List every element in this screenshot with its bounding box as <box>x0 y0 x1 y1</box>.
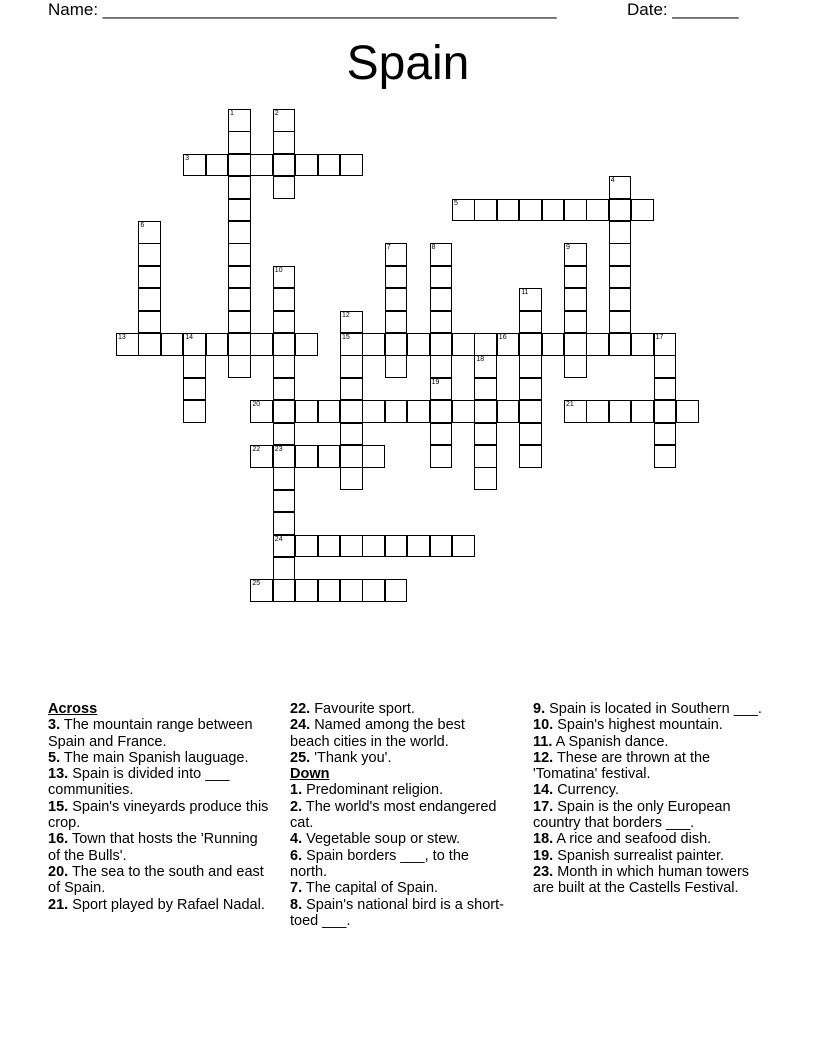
grid-cell[interactable] <box>609 176 632 199</box>
name-field-label: Name: ________________________________________________ <box>48 0 557 19</box>
grid-cell[interactable] <box>609 311 632 334</box>
grid-cell[interactable] <box>497 333 520 356</box>
clue-across-15: 15. Spain's vineyards produce this crop. <box>48 798 269 832</box>
grid-cell[interactable] <box>318 535 341 558</box>
grid-cell[interactable] <box>519 378 542 401</box>
grid-cell[interactable] <box>542 333 565 356</box>
clue-down-2: 2. The world's most endangered cat. <box>290 798 497 832</box>
clue-across-13: 13. Spain is divided into ___ communities. <box>48 766 230 799</box>
grid-cell[interactable] <box>430 311 453 334</box>
clue-across-20: 20. The sea to the south and east of Spain. <box>48 863 264 897</box>
grid-cell[interactable] <box>206 154 229 177</box>
grid-cell[interactable] <box>273 288 296 311</box>
clue-down-6: 6. Spain borders ___, to the north. <box>290 847 469 880</box>
grid-cell[interactable] <box>228 154 251 177</box>
grid-cell[interactable] <box>586 400 609 423</box>
grid-cell[interactable] <box>250 154 273 177</box>
grid-cell[interactable] <box>474 355 497 378</box>
grid-cell[interactable] <box>497 400 520 423</box>
cell-number: 15 <box>342 334 350 341</box>
grid-cell[interactable] <box>474 400 497 423</box>
grid-cell[interactable] <box>362 445 385 468</box>
clue-down-19: 19. Spanish surrealist painter. <box>533 847 725 864</box>
grid-cell[interactable] <box>474 199 497 222</box>
grid-cell[interactable] <box>564 355 587 378</box>
grid-cell[interactable] <box>631 199 654 222</box>
cell-number: 20 <box>252 401 261 409</box>
grid-cell[interactable] <box>273 355 296 378</box>
grid-cell[interactable] <box>250 400 273 423</box>
grid-cell[interactable] <box>654 423 677 446</box>
grid-cell[interactable] <box>430 333 453 356</box>
grid-cell[interactable] <box>519 333 542 356</box>
clue-down-4: 4. Vegetable soup or stew. <box>290 831 461 848</box>
grid-cell[interactable] <box>452 535 475 558</box>
grid-cell[interactable] <box>654 445 677 468</box>
grid-cell[interactable] <box>318 579 341 602</box>
cell-number: 1 <box>230 110 234 117</box>
grid-cell[interactable] <box>564 288 587 311</box>
grid-cell[interactable] <box>340 467 363 490</box>
clues-column-2 <box>290 701 505 929</box>
clue-down-10: 10. Spain's highest mountain. <box>533 717 723 734</box>
grid-cell[interactable] <box>295 445 318 468</box>
grid-cell[interactable] <box>295 400 318 423</box>
grid-cell[interactable] <box>228 199 251 222</box>
cell-number: 9 <box>566 244 570 252</box>
date-field-label: Date: _______ <box>627 0 739 19</box>
grid-cell[interactable] <box>564 266 587 289</box>
clue-down-8: 8. Spain's national bird is a short-toed ___. <box>290 896 504 929</box>
grid-cell[interactable] <box>385 311 408 334</box>
grid-cell[interactable] <box>362 400 385 423</box>
clue-across-25: 25. 'Thank you'. <box>290 749 392 766</box>
grid-cell[interactable] <box>138 243 161 266</box>
grid-cell[interactable] <box>250 333 273 356</box>
grid-cell[interactable] <box>385 243 408 266</box>
grid-cell[interactable] <box>564 333 587 356</box>
grid-cell[interactable] <box>430 445 453 468</box>
cell-number: 3 <box>185 154 190 162</box>
grid-cell[interactable] <box>295 333 318 356</box>
grid-cell[interactable] <box>318 445 341 468</box>
grid-cell[interactable] <box>228 221 251 244</box>
cell-number: 25 <box>252 580 261 588</box>
grid-cell[interactable] <box>385 535 408 558</box>
clue-down-1: 1. Predominant religion. <box>290 782 444 799</box>
cell-number: 19 <box>431 378 440 386</box>
grid-cell[interactable] <box>340 535 363 558</box>
clue-down-14: 14. Currency. <box>533 782 619 799</box>
clue-down-12: 12. These are thrown at the 'Tomatina' festival. <box>533 749 711 783</box>
grid-cell[interactable] <box>250 445 273 468</box>
grid-cell[interactable] <box>340 311 363 334</box>
clue-down-9: 9. Spain is located in Southern ___. <box>533 701 762 717</box>
across-heading: Across <box>48 701 98 717</box>
grid-cell[interactable] <box>519 199 542 222</box>
cell-number: 5 <box>454 199 458 207</box>
grid-cell[interactable] <box>138 311 161 334</box>
grid-cell[interactable] <box>452 199 475 222</box>
grid-cell[interactable] <box>228 243 251 266</box>
grid-cell[interactable] <box>273 109 296 132</box>
grid-cell[interactable] <box>609 333 632 356</box>
clues-column-1 <box>48 701 273 913</box>
grid-cell[interactable] <box>183 355 206 378</box>
grid-cell[interactable] <box>385 333 408 356</box>
grid-cell[interactable] <box>474 423 497 446</box>
grid-cell[interactable] <box>430 400 453 423</box>
clue-across-24: 24. Named among the best beach cities in the world. <box>290 717 465 750</box>
grid-cell[interactable] <box>340 423 363 446</box>
grid-cell[interactable] <box>318 154 341 177</box>
grid-cell[interactable] <box>340 579 363 602</box>
grid-cell[interactable] <box>407 535 430 558</box>
grid-cell[interactable] <box>340 378 363 401</box>
grid-cell[interactable] <box>542 199 565 222</box>
down-heading: Down <box>290 766 330 783</box>
grid-cell[interactable] <box>340 445 363 468</box>
grid-cell[interactable] <box>273 557 296 580</box>
grid-cell[interactable] <box>273 467 296 490</box>
grid-cell[interactable] <box>228 109 251 132</box>
grid-cell[interactable] <box>609 400 632 423</box>
grid-cell[interactable] <box>295 154 318 177</box>
clue-down-23: 23. Month in which human towers are built at the Castells Festival. <box>533 863 750 897</box>
grid-cell[interactable] <box>138 333 161 356</box>
grid-cell[interactable] <box>183 154 206 177</box>
grid-cell[interactable] <box>654 333 677 356</box>
clue-down-11: 11. A Spanish dance. <box>533 733 669 750</box>
grid-cell[interactable] <box>273 400 296 423</box>
grid-cell[interactable] <box>586 199 609 222</box>
grid-cell[interactable] <box>340 154 363 177</box>
grid-cell[interactable] <box>273 579 296 602</box>
grid-cell[interactable] <box>609 288 632 311</box>
grid-cell[interactable] <box>407 333 430 356</box>
grid-cell[interactable] <box>609 221 632 244</box>
grid-cell[interactable] <box>161 333 184 356</box>
clue-down-18: 18. A rice and seafood dish. <box>533 831 712 848</box>
grid-cell[interactable] <box>362 333 385 356</box>
grid-cell[interactable] <box>183 378 206 401</box>
cell-number: 21 <box>566 401 574 409</box>
grid-cell[interactable] <box>407 400 430 423</box>
cell-number: 12 <box>342 311 350 319</box>
grid-cell[interactable] <box>654 378 677 401</box>
grid-cell[interactable] <box>519 288 542 311</box>
cell-number: 23 <box>274 446 283 453</box>
grid-cell[interactable] <box>116 333 139 356</box>
clue-across-3: 3. The mountain range between Spain and France. <box>48 717 253 750</box>
clue-across-5: 5. The main Spanish lauguage. <box>48 749 249 766</box>
grid-cell[interactable] <box>273 131 296 154</box>
grid-cell[interactable] <box>452 400 475 423</box>
grid-cell[interactable] <box>295 535 318 558</box>
grid-cell[interactable] <box>564 243 587 266</box>
cell-number: 16 <box>498 334 507 341</box>
cell-number: 13 <box>118 334 126 341</box>
grid-cell[interactable] <box>452 333 475 356</box>
grid-cell[interactable] <box>609 243 632 266</box>
grid-cell[interactable] <box>228 266 251 289</box>
cell-number: 2 <box>274 110 279 117</box>
grid-cell[interactable] <box>273 311 296 334</box>
clue-across-22: 22. Favourite sport. <box>290 701 415 717</box>
page-title: Spain <box>346 37 470 90</box>
grid-cell[interactable] <box>609 199 632 222</box>
clue-down-7: 7. The capital of Spain. <box>290 880 439 897</box>
grid-cell[interactable] <box>385 288 408 311</box>
cell-number: 6 <box>140 222 145 229</box>
grid-cell[interactable] <box>519 400 542 423</box>
grid-cell[interactable] <box>138 266 161 289</box>
grid-cell[interactable] <box>183 400 206 423</box>
cell-number: 18 <box>476 356 485 364</box>
grid-cell[interactable] <box>206 333 229 356</box>
grid-cell[interactable] <box>228 131 251 154</box>
cell-number: 10 <box>274 266 283 274</box>
grid-cell[interactable] <box>273 535 296 558</box>
grid-cell[interactable] <box>430 355 453 378</box>
cell-number: 14 <box>185 334 193 341</box>
grid-cell[interactable] <box>273 333 296 356</box>
grid-cell[interactable] <box>519 423 542 446</box>
grid-cell[interactable] <box>519 445 542 468</box>
grid-cell[interactable] <box>519 355 542 378</box>
grid-cell[interactable] <box>340 355 363 378</box>
grid-cell[interactable] <box>295 579 318 602</box>
grid-cell[interactable] <box>474 378 497 401</box>
grid-cell[interactable] <box>385 266 408 289</box>
clue-across-16: 16. Town that hosts the 'Running of the Bulls'. <box>48 831 258 864</box>
grid-cell[interactable] <box>474 333 497 356</box>
grid-cell[interactable] <box>340 400 363 423</box>
grid-cell[interactable] <box>430 243 453 266</box>
grid-cell[interactable] <box>385 355 408 378</box>
grid-cell[interactable] <box>273 266 296 289</box>
grid-cell[interactable] <box>474 445 497 468</box>
grid-cell[interactable] <box>318 400 341 423</box>
grid-cell[interactable] <box>654 400 677 423</box>
grid-cell[interactable] <box>497 199 520 222</box>
grid-cell[interactable] <box>676 400 699 423</box>
grid-cell[interactable] <box>631 400 654 423</box>
grid-cell[interactable] <box>273 423 296 446</box>
cell-number: 11 <box>521 289 529 297</box>
grid-cell[interactable] <box>273 490 296 513</box>
grid-cell[interactable] <box>385 400 408 423</box>
cell-number: 22 <box>252 446 261 453</box>
cell-number: 8 <box>431 244 436 252</box>
grid-cell[interactable] <box>654 355 677 378</box>
grid-cell[interactable] <box>228 355 251 378</box>
grid-cell[interactable] <box>273 445 296 468</box>
cell-number: 24 <box>274 535 283 543</box>
grid-cell[interactable] <box>273 512 296 535</box>
grid-cell[interactable] <box>250 579 273 602</box>
grid-cell[interactable] <box>362 579 385 602</box>
grid-cell[interactable] <box>519 311 542 334</box>
cell-number: 7 <box>386 244 391 252</box>
grid-cell[interactable] <box>228 333 251 356</box>
grid-cell[interactable] <box>273 154 296 177</box>
clue-down-17: 17. Spain is the only European country that borders ___. <box>533 798 731 832</box>
cell-number: 4 <box>610 177 615 185</box>
grid-cell[interactable] <box>586 333 609 356</box>
grid-cell[interactable] <box>385 579 408 602</box>
grid-cell[interactable] <box>138 221 161 244</box>
grid-cell[interactable] <box>564 400 587 423</box>
grid-cell[interactable] <box>564 311 587 334</box>
grid-cell[interactable] <box>430 378 453 401</box>
grid-cell[interactable] <box>228 176 251 199</box>
grid-cell[interactable] <box>273 378 296 401</box>
grid-cell[interactable] <box>228 288 251 311</box>
grid-cell[interactable] <box>430 535 453 558</box>
grid-cell[interactable] <box>609 266 632 289</box>
clues-column-3 <box>533 701 768 897</box>
grid-cell[interactable] <box>228 311 251 334</box>
grid-cell[interactable] <box>340 333 363 356</box>
grid-cell[interactable] <box>430 288 453 311</box>
clue-across-21: 21. Sport played by Rafael Nadal. <box>48 896 265 913</box>
grid-cell[interactable] <box>362 535 385 558</box>
grid-cell[interactable] <box>631 333 654 356</box>
grid-cell[interactable] <box>183 333 206 356</box>
cell-number: 17 <box>655 334 664 341</box>
grid-cell[interactable] <box>564 199 587 222</box>
grid-cell[interactable] <box>474 467 497 490</box>
grid-cell[interactable] <box>430 266 453 289</box>
grid-cell[interactable] <box>430 423 453 446</box>
grid-cell[interactable] <box>273 176 296 199</box>
grid-cell[interactable] <box>138 288 161 311</box>
